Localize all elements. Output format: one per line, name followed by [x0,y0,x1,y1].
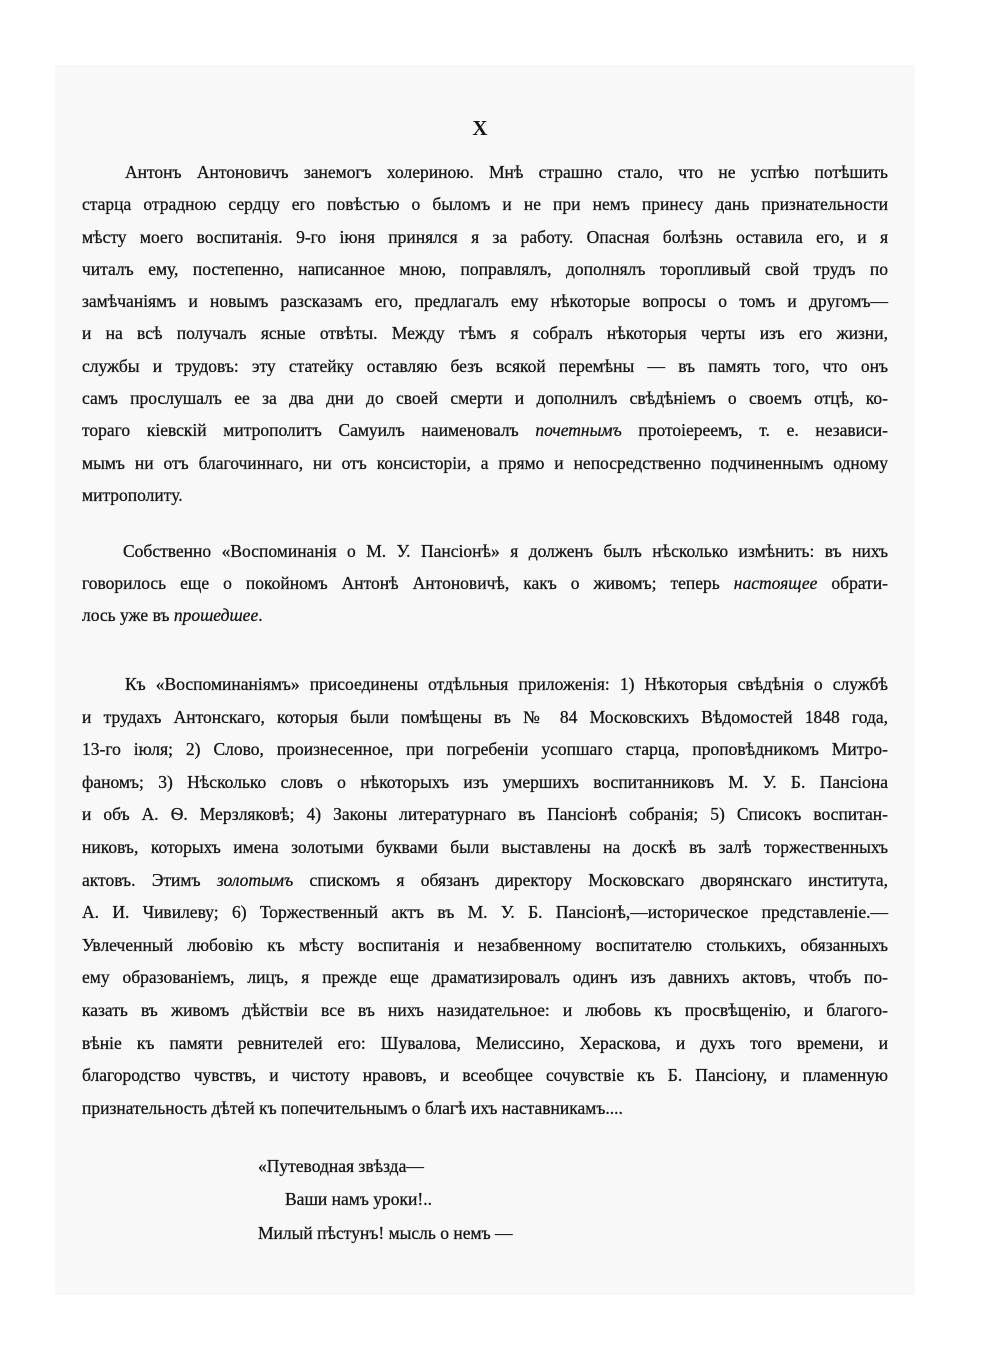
text-run: актовъ. Этимъ [82,869,217,890]
text-run: лось уже въ [82,605,174,625]
page-number: X [472,116,488,140]
text-line: никовъ, которыхъ имена золотыми буквами были выставлены на доскѣ въ залѣ торжественныхъ [82,836,888,857]
paragraph-1 [82,156,888,511]
text-line [82,567,888,599]
text-run: говорилось еще о покойномъ Антонѣ Антоновичѣ, какъ о живомъ; теперь [82,573,734,593]
text-line: Антонъ Антоновичъ занемогъ холериною. Мнѣ страшно стало, что не успѣю потѣшить [125,162,888,182]
paragraph-3 [82,668,888,1124]
poem-line: Милый пѣстунъ! мысль о немъ — [258,1223,513,1243]
text-line: читалъ ему, постепенно, написанное мною, поправлялъ, дополнялъ торопливый свой трудъ по [82,258,888,279]
text-line: казать въ живомъ дѣйствіи все въ нихъ назидательное: и любовь къ просвѣщенію, и благого- [82,999,888,1020]
poem-line: «Путеводная звѣзда— [258,1156,424,1176]
text-line: и объ А. Ѳ. Мерзляковѣ; 4) Законы литературнаго въ Пансіонѣ собранія; 5) Списокъ воспитан- [82,804,888,825]
text-line: и на всѣ получалъ ясные отвѣты. Между тѣмъ я собралъ нѣкоторыя черты изъ его жизни, [82,323,888,344]
text-line: мымъ ни отъ благочиннаго, ни отъ консисторіи, а прямо и непосредственно подчиненнымъ одному [82,452,888,473]
text-line: самъ прослушалъ ее за два дни до своей смерти и дополнилъ свѣдѣніемъ о своемъ отцѣ, ко- [82,388,888,409]
text-line: Къ «Воспоминаніямъ» присоединены отдѣльныя приложенія: 1) Нѣкоторыя свѣдѣнія о службѣ [125,674,888,694]
text-line: ему образованіемъ, лицъ, я прежде еще драматизировалъ одинъ изъ давнихъ актовъ, чтобъ по- [82,967,888,988]
text-line: замѣчаніямъ и новымъ разсказамъ его, предлагалъ ему нѣкоторые вопросы о томъ и другомъ— [82,291,888,312]
text-line: фаномъ; 3) Нѣсколько словъ о нѣкоторыхъ изъ умершихъ воспитанниковъ М. У. Б. Пансіона [82,771,888,792]
text-line [82,599,888,631]
text-line: митрополиту. [82,484,183,505]
text-line: службы и трудовъ: эту статейку оставляю безъ всякой перемѣны — въ память того, что онъ [82,355,888,376]
text-line: вѣніе къ памяти ревнителей его: Шувалова, Мелиссино, Хераскова, и духъ того времени, и [82,1032,888,1053]
text-line: Увлеченный любовію къ мѣсту воспитанія и незабвенному воспитателю столькихъ, обязанныхъ [82,934,888,955]
emphasized-text: почетнымъ [535,420,622,441]
text-line [82,414,888,446]
text-line: Собственно «Воспоминанія о М. У. Пансіонѣ» я долженъ былъ нѣсколько измѣнить: въ нихъ [123,541,888,561]
text-line: старца отрадною сердцу его повѣстью о быломъ и не при немъ принесу дань признательности [82,194,888,215]
text-line: 13-го іюля; 2) Слово, произнесенное, при погребеніи усопшаго старца, проповѣдникомъ Митро- [82,739,888,760]
text-line [82,864,888,897]
text-line: мѣсту моего воспитанія. 9-го іюня принялся я за работу. Опасная болѣзнь оставила его, и я [82,226,888,247]
text-line: благородство чувствъ, и чистоту нравовъ, и всеобщее сочувствіе къ Б. Пансіону, и пламенную [82,1065,888,1086]
poem-line: Ваши намъ уроки!.. [285,1189,432,1209]
text-run: тораго кіевскій митрополитъ Самуилъ наименовалъ [82,420,536,441]
text-run: протоіереемъ, т. е. независи- [621,420,888,441]
text-line: признательность дѣтей къ попечительнымъ о благѣ ихъ наставникамъ.... [82,1097,623,1118]
text-run: . [258,605,263,625]
text-run: обрати- [817,573,888,593]
paragraph-2 [82,535,888,631]
emphasized-text: настоящее [733,573,818,593]
emphasized-text: золотымъ [216,869,294,890]
text-run: спискомъ я обязанъ директору Московскаго дворянскаго института, [293,869,888,890]
text-line: и трудахъ Антонскаго, которыя были помѣщены въ № 84 Московскихъ Вѣдомостей 1848 года, [82,706,888,727]
text-line: А. И. Чивилеву; 6) Торжественный актъ въ М. У. Б. Пансіонѣ,—историческое представленіе.— [82,902,888,923]
emphasized-text: прошедшее [173,605,259,625]
